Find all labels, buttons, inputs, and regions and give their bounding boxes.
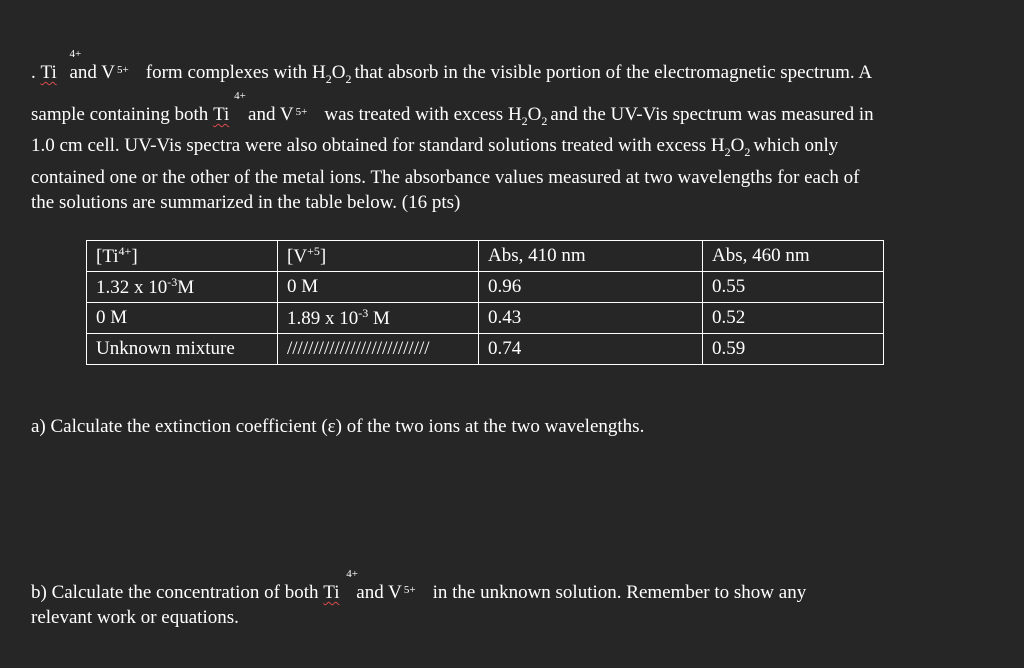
table-row bbox=[87, 334, 884, 365]
part-a-question: a) Calculate the extinction coefficient (ε) of the two ions at the two wavelengths. bbox=[31, 416, 645, 437]
absorbance-table bbox=[86, 240, 884, 365]
cell-abs-410: 0.96 bbox=[479, 272, 703, 303]
cell-v: /////////////////////////// bbox=[278, 334, 479, 365]
cell-abs-410: 0.43 bbox=[479, 303, 703, 334]
cell-abs-460: 0.55 bbox=[703, 272, 884, 303]
part-b-line-2: relevant work or equations. bbox=[31, 607, 239, 628]
problem-line-1-mid: form complexes with H bbox=[141, 62, 326, 83]
problem-line-2: sample containing both Ti 4+ and V 5+ was treated with excess $H_2O_2$ and the UV-Vis spectrum was measured in bbox=[31, 90, 874, 128]
header-v: $[V^{+5}]$ bbox=[278, 241, 479, 272]
cell-ti: 1.32 x $10^{-3}M$ bbox=[87, 272, 278, 303]
table-row bbox=[87, 303, 884, 334]
header-ti: $[Ti^{4+}]$ bbox=[87, 241, 278, 272]
cell-abs-460: 0.59 bbox=[703, 334, 884, 365]
ti-symbol-3: Ti 4+ bbox=[323, 568, 359, 603]
problem-line-3: 1.0 cm cell. UV-Vis spectra were also obtained for standard solutions treated with excess $H_2O_2$ which only bbox=[31, 135, 839, 159]
problem-line-5: the solutions are summarized in the table below. (16 pts) bbox=[31, 192, 461, 213]
cell-ti: 0 M bbox=[87, 303, 278, 334]
cell-abs-410: 0.74 bbox=[479, 334, 703, 365]
table-header-row bbox=[87, 241, 884, 272]
problem-line-1: . Ti 4+ and V 5+ form complexes with $H_2O_2$ that absorb in the visible portion of the electromagnetic spectrum. A bbox=[31, 48, 873, 86]
cell-ti: Unknown mixture bbox=[87, 334, 278, 365]
header-abs-460: Abs, 460 nm bbox=[703, 241, 884, 272]
problem-line-1-end: that absorb in the visible portion of the electromagnetic spectrum. A bbox=[354, 62, 873, 83]
ti-symbol-2: Ti 4+ bbox=[213, 90, 246, 125]
problem-prefix: . bbox=[31, 62, 41, 83]
cell-v: 1.89 x $10^{-3}$ M bbox=[278, 303, 479, 334]
header-abs-410: Abs, 410 nm bbox=[479, 241, 703, 272]
part-b-question: b) Calculate the concentration of both Ti 4+ and V 5+ in the unknown solution. Remember to show any bbox=[31, 568, 807, 603]
ti-charge: 4+ bbox=[69, 48, 82, 60]
problem-line-4: contained one or the other of the metal ions. The absorbance values measured at two wavelengths for each of bbox=[31, 167, 860, 188]
ti-symbol: Ti 4+ bbox=[40, 48, 82, 83]
and-v-text: and V bbox=[64, 62, 116, 83]
table-row bbox=[87, 272, 884, 303]
v-charge: 5+ bbox=[117, 64, 129, 76]
cell-v: 0 M bbox=[278, 272, 479, 303]
cell-abs-460: 0.52 bbox=[703, 303, 884, 334]
